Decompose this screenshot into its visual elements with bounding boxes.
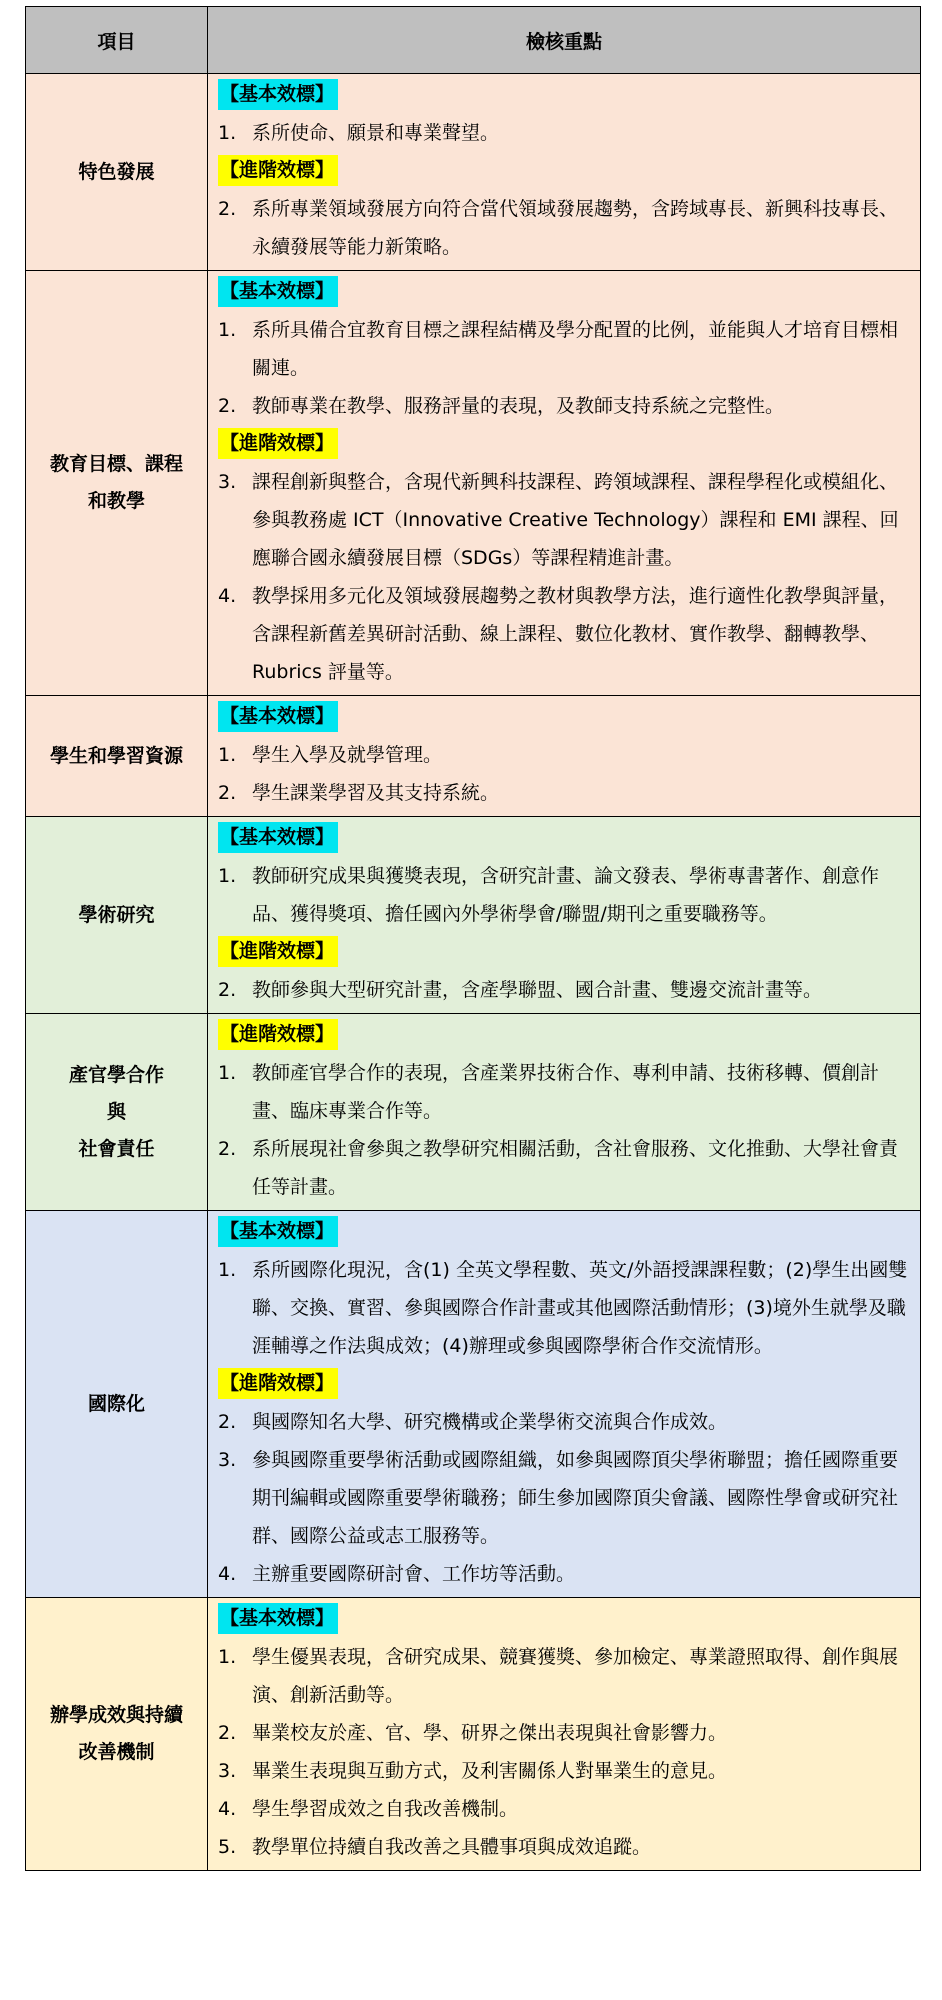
- category-label: 與: [106, 1100, 126, 1123]
- category-label: 特色發展: [78, 160, 155, 183]
- criteria-cell: [208, 74, 921, 271]
- category-cell: [26, 817, 208, 1014]
- category-label: 學術研究: [78, 903, 155, 926]
- table-row: [26, 696, 921, 817]
- advanced-criteria-badge: 【進階效標】: [218, 936, 338, 967]
- criteria-item: [218, 857, 914, 933]
- criteria-item: [218, 577, 914, 691]
- criteria-item: [218, 1441, 914, 1555]
- item-number: 1.: [218, 319, 237, 341]
- item-number: 2.: [218, 198, 237, 220]
- item-text: 主辦重要國際研討會、工作坊等活動。: [252, 1563, 576, 1585]
- item-text: 參與國際重要學術活動或國際組織，如參與國際頂尖學術聯盟；擔任國際重要期刊編輯或國際重要學術職務；師生參加國際頂尖會議、國際性學會或研究社群、國際公益或志工服務等。: [252, 1449, 899, 1547]
- item-number: 4.: [218, 585, 237, 607]
- header-focus: 檢核重點: [208, 7, 921, 74]
- item-number: 2.: [218, 1722, 237, 1744]
- advanced-criteria-badge: 【進階效標】: [218, 428, 338, 459]
- item-number: 2.: [218, 1138, 237, 1160]
- category-label: 學生和學習資源: [49, 744, 183, 767]
- criteria-item: [218, 463, 914, 577]
- item-number: 4.: [218, 1563, 237, 1585]
- criteria-item: [218, 311, 914, 387]
- item-number: 1.: [218, 122, 237, 144]
- table-row: [26, 74, 921, 271]
- item-text: 與國際知名大學、研究機構或企業學術交流與合作成效。: [252, 1411, 728, 1433]
- item-text: 教師研究成果與獲獎表現，含研究計畫、論文發表、學術專書著作、創意作品、獲得獎項、擔任國內外學術學會/聯盟/期刊之重要職務等。: [252, 865, 880, 925]
- criteria-item: [218, 1714, 914, 1752]
- criteria-item: [218, 1251, 914, 1365]
- category-cell: [26, 271, 208, 696]
- item-number: 3.: [218, 471, 237, 493]
- category-cell: [26, 696, 208, 817]
- item-text: 教師產官學合作的表現，含產業界技術合作、專利申請、技術移轉、價創計畫、臨床專業合作等。: [252, 1062, 880, 1122]
- item-number: 1.: [218, 1259, 237, 1281]
- item-text: 系所使命、願景和專業聲望。: [252, 122, 500, 144]
- table-row: [26, 817, 921, 1014]
- criteria-item: [218, 1130, 914, 1206]
- criteria-cell: [208, 696, 921, 817]
- item-number: 2.: [218, 395, 237, 417]
- advanced-criteria-badge: 【進階效標】: [218, 155, 338, 186]
- category-cell: [26, 74, 208, 271]
- advanced-criteria-badge: 【進階效標】: [218, 1368, 338, 1399]
- basic-criteria-badge: 【基本效標】: [218, 1216, 338, 1247]
- criteria-item: [218, 1555, 914, 1593]
- criteria-item: [218, 387, 914, 425]
- item-text: 系所具備合宜教育目標之課程結構及學分配置的比例，並能與人才培育目標相關連。: [252, 319, 899, 379]
- item-number: 3.: [218, 1760, 237, 1782]
- item-text: 學生優異表現，含研究成果、競賽獲獎、參加檢定、專業證照取得、創作與展演、創新活動等。: [252, 1646, 899, 1706]
- item-text: 系所國際化現況，含(1) 全英文學程數、英文/外語授課課程數；(2)學生出國雙聯、交換、實習、參與國際合作計畫或其他國際活動情形；(3)境外生就學及職涯輔導之作法與成效；(4)辦理或參與國際學術合作交流情形。: [252, 1259, 908, 1357]
- criteria-cell: [208, 1211, 921, 1598]
- evaluation-table: [25, 6, 921, 1871]
- item-text: 教學採用多元化及領域發展趨勢之教材與教學方法，進行適性化教學與評量，含課程新舊差異研討活動、線上課程、數位化教材、實作教學、翻轉教學、Rubrics 評量等。: [252, 585, 899, 683]
- table-row: [26, 1014, 921, 1211]
- basic-criteria-badge: 【基本效標】: [218, 822, 338, 853]
- item-text: 教師參與大型研究計畫，含產學聯盟、國合計畫、雙邊交流計畫等。: [252, 979, 823, 1001]
- category-label: 社會責任: [78, 1137, 155, 1160]
- category-cell: [26, 1211, 208, 1598]
- criteria-item: [218, 1054, 914, 1130]
- category-label: 辦學成效與持續: [49, 1704, 183, 1726]
- item-number: 2.: [218, 1411, 237, 1433]
- item-text: 學生課業學習及其支持系統。: [252, 782, 500, 804]
- item-text: 課程創新與整合，含現代新興科技課程、跨領域課程、課程學程化或模組化、參與教務處 ICT（Innovative Creative Technology）課程和 EMI 課程、回應聯合國永續發展目標（SDGs）等課程精進計畫。: [252, 471, 899, 569]
- item-number: 1.: [218, 1062, 237, 1084]
- table-body: [26, 74, 921, 1871]
- table-row: [26, 271, 921, 696]
- criteria-cell: [208, 1014, 921, 1211]
- criteria-item: [218, 1752, 914, 1790]
- basic-criteria-badge: 【基本效標】: [218, 276, 338, 307]
- item-number: 1.: [218, 744, 237, 766]
- table-header-row: [26, 7, 921, 74]
- category-label: 產官學合作: [68, 1063, 164, 1086]
- category-cell: [26, 1598, 208, 1871]
- category-label: 和教學: [87, 490, 145, 512]
- item-text: 教師專業在教學、服務評量的表現，及教師支持系統之完整性。: [252, 395, 785, 417]
- basic-criteria-badge: 【基本效標】: [218, 701, 338, 732]
- item-number: 4.: [218, 1798, 237, 1820]
- item-number: 5.: [218, 1836, 237, 1858]
- basic-criteria-badge: 【基本效標】: [218, 1603, 338, 1634]
- criteria-cell: [208, 817, 921, 1014]
- item-text: 教學單位持續自我改善之具體事項與成效追蹤。: [252, 1836, 652, 1858]
- table-row: [26, 1211, 921, 1598]
- criteria-item: [218, 1638, 914, 1714]
- item-text: 畢業校友於產、官、學、研界之傑出表現與社會影響力。: [252, 1722, 728, 1744]
- item-number: 2.: [218, 782, 237, 804]
- header-item: 項目: [26, 7, 208, 74]
- criteria-item: [218, 190, 914, 266]
- criteria-item: [218, 736, 914, 774]
- item-text: 系所專業領域發展方向符合當代領域發展趨勢，含跨域專長、新興科技專長、永續發展等能力新策略。: [252, 198, 899, 258]
- category-label: 改善機制: [78, 1741, 155, 1763]
- advanced-criteria-badge: 【進階效標】: [218, 1019, 338, 1050]
- category-label: 國際化: [87, 1392, 145, 1415]
- criteria-item: [218, 774, 914, 812]
- criteria-item: [218, 971, 914, 1009]
- criteria-cell: [208, 1598, 921, 1871]
- category-label: 教育目標、課程: [49, 453, 183, 475]
- criteria-item: [218, 1790, 914, 1828]
- item-text: 學生學習成效之自我改善機制。: [252, 1798, 519, 1820]
- item-number: 1.: [218, 865, 237, 887]
- criteria-item: [218, 114, 914, 152]
- item-number: 3.: [218, 1449, 237, 1471]
- criteria-item: [218, 1403, 914, 1441]
- item-number: 2.: [218, 979, 237, 1001]
- criteria-cell: [208, 271, 921, 696]
- basic-criteria-badge: 【基本效標】: [218, 79, 338, 110]
- item-text: 系所展現社會參與之教學研究相關活動，含社會服務、文化推動、大學社會責任等計畫。: [252, 1138, 899, 1198]
- table-row: [26, 1598, 921, 1871]
- item-text: 畢業生表現與互動方式，及利害關係人對畢業生的意見。: [252, 1760, 728, 1782]
- item-text: 學生入學及就學管理。: [252, 744, 443, 766]
- criteria-item: [218, 1828, 914, 1866]
- item-number: 1.: [218, 1646, 237, 1668]
- category-cell: [26, 1014, 208, 1211]
